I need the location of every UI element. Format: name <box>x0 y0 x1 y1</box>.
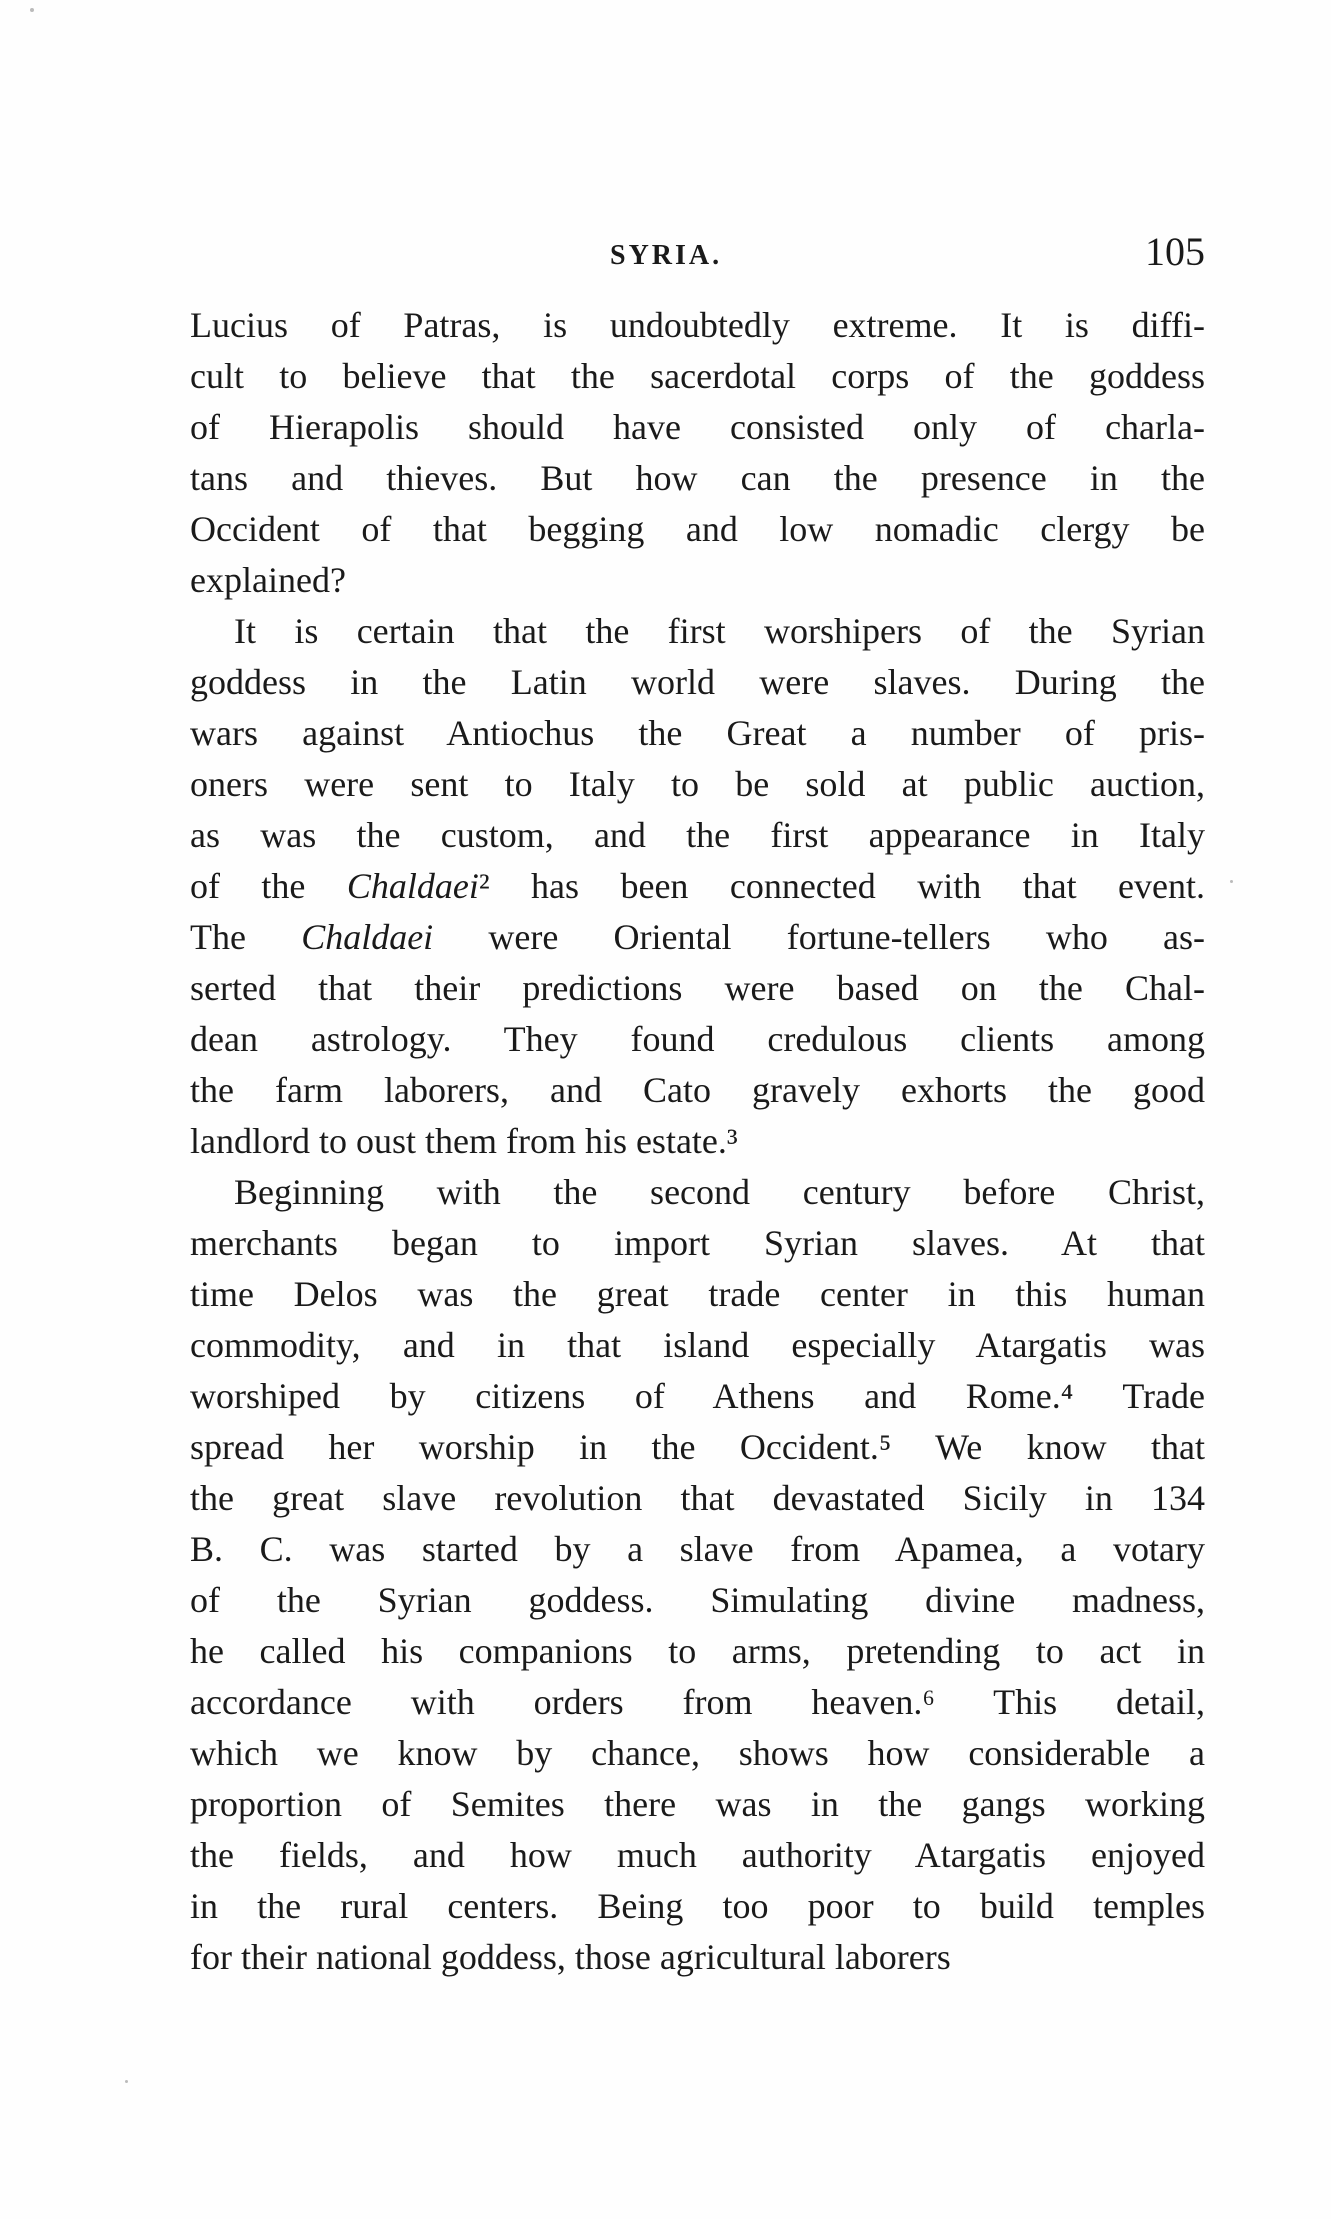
text-line: he called his companions to arms, pretending to act in <box>190 1631 1205 1671</box>
text-line: the fields, and how much authority Atargatis enjoyed <box>190 1835 1205 1875</box>
text-line: the farm laborers, and Cato gravely exhorts the good <box>190 1070 1205 1110</box>
text-line: Beginning with the second century before Christ, <box>234 1172 1205 1212</box>
text-line: the great slave revolution that devastated Sicily in 134 <box>190 1478 1205 1518</box>
text-line: explained? <box>190 560 346 600</box>
text-line: proportion of Semites there was in the gangs working <box>190 1784 1205 1824</box>
text-line: of the Syrian goddess. Simulating divine madness, <box>190 1580 1205 1620</box>
text-line: commodity, and in that island especially Atargatis was <box>190 1325 1205 1365</box>
italic-term: Chaldaei <box>346 866 479 906</box>
text-line: as was the custom, and the first appearance in Italy <box>190 815 1205 855</box>
text-line: oners were sent to Italy to be sold at public auction, <box>190 764 1205 804</box>
text-line: wars against Antiochus the Great a number of pris- <box>190 713 1205 753</box>
body-text <box>190 300 1205 1983</box>
text-line: cult to believe that the sacerdotal corps of the goddess <box>190 356 1205 396</box>
text-line: goddess in the Latin world were slaves. During the <box>190 662 1205 702</box>
paragraph-container <box>190 300 1205 1983</box>
text-line: accordance with orders from heaven.⁶ This detail, <box>190 1682 1205 1722</box>
text-line: which we know by chance, shows how considerable a <box>190 1733 1205 1773</box>
running-head: SYRIA. <box>610 240 723 271</box>
text-line: B. C. was started by a slave from Apamea, a votary <box>190 1529 1205 1569</box>
italic-term: Chaldaei <box>301 917 434 957</box>
paragraph <box>190 606 1205 1167</box>
paper-speck <box>1230 880 1233 883</box>
text-line: of the Chaldaei² has been connected with that event. <box>190 866 1205 906</box>
text-line: worshiped by citizens of Athens and Rome.⁴ Trade <box>190 1376 1205 1416</box>
page-header <box>190 228 1205 284</box>
text-line: time Delos was the great trade center in this human <box>190 1274 1205 1314</box>
text-line: It is certain that the first worshipers of the Syrian <box>234 611 1205 651</box>
paragraph <box>190 300 1205 606</box>
text-line: The Chaldaei were Oriental fortune-tellers who as- <box>190 917 1206 957</box>
text-line: tans and thieves. But how can the presence in the <box>190 458 1205 498</box>
text-line: merchants began to import Syrian slaves. At that <box>190 1223 1205 1263</box>
paragraph <box>190 1167 1205 1983</box>
text-line: Occident of that begging and low nomadic clergy be <box>190 509 1205 549</box>
paper-speck <box>125 2080 128 2083</box>
text-line: landlord to oust them from his estate.³ <box>190 1121 738 1161</box>
text-line: serted that their predictions were based on the Chal- <box>190 968 1205 1008</box>
paper-speck <box>30 8 34 12</box>
text-line: dean astrology. They found credulous clients among <box>190 1019 1205 1059</box>
text-line: in the rural centers. Being too poor to build temples <box>190 1886 1205 1926</box>
page-number: 105 <box>1145 229 1205 274</box>
text-line: for their national goddess, those agricultural laborers <box>190 1937 951 1977</box>
text-line: spread her worship in the Occident.⁵ We know that <box>190 1427 1205 1467</box>
text-line: of Hierapolis should have consisted only of charla- <box>190 407 1205 447</box>
text-line: Lucius of Patras, is undoubtedly extreme. It is diffi- <box>190 305 1205 345</box>
